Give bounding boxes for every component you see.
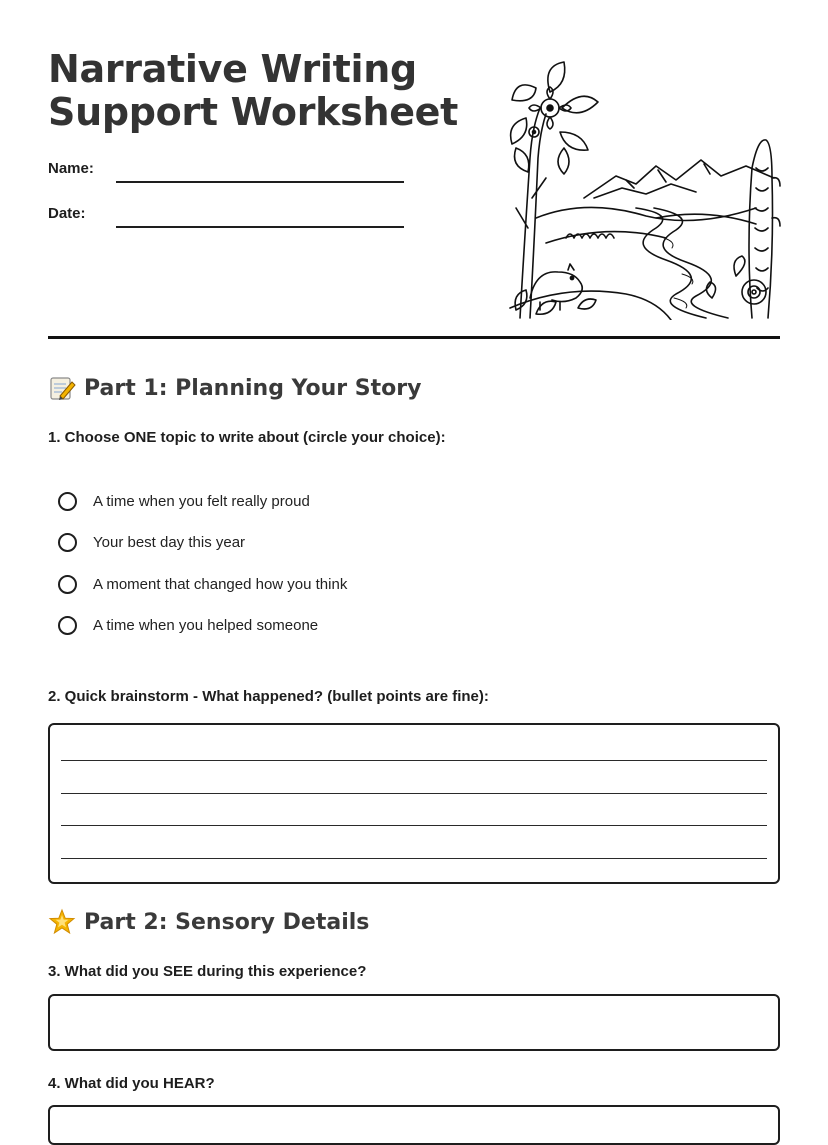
question-4: 4. What did you HEAR?: [48, 1075, 215, 1092]
topic-option-label: Your best day this year: [93, 534, 246, 551]
part1-title-text: Part 1: Planning Your Story: [84, 375, 422, 401]
part2-title: [48, 908, 369, 936]
hear-answer-box[interactable]: [48, 1105, 780, 1145]
date-field-line[interactable]: [116, 226, 404, 228]
topic-option[interactable]: [58, 533, 245, 552]
writing-line: [61, 793, 767, 794]
topic-radio[interactable]: [58, 492, 77, 511]
part2-title-text: Part 2: Sensory Details: [84, 909, 370, 935]
memo-pencil-icon: [48, 374, 76, 402]
topic-option[interactable]: [58, 492, 310, 511]
section-divider: [48, 336, 780, 339]
name-label: Name:: [48, 160, 94, 177]
topic-radio[interactable]: [58, 533, 77, 552]
name-field-line[interactable]: [116, 181, 404, 183]
topic-option-label: A time when you felt really proud: [93, 493, 310, 510]
worksheet-title: Narrative Writing Support Worksheet: [48, 47, 459, 134]
question-1: 1. Choose ONE topic to write about (circle your choice):: [48, 429, 446, 446]
brainstorm-box[interactable]: [48, 723, 780, 884]
glowing-star-icon: [48, 908, 76, 936]
see-answer-box[interactable]: [48, 994, 780, 1051]
landscape-illustration: [506, 48, 782, 320]
writing-line: [61, 858, 767, 859]
topic-option[interactable]: [58, 575, 347, 594]
part1-title: [48, 374, 421, 402]
topic-option-label: A time when you helped someone: [93, 617, 319, 634]
writing-line: [61, 760, 767, 761]
question-3: 3. What did you SEE during this experience?: [48, 963, 367, 980]
topic-radio[interactable]: [58, 616, 77, 635]
topic-option[interactable]: [58, 616, 318, 635]
question-2: 2. Quick brainstorm - What happened? (bullet points are fine):: [48, 688, 489, 705]
topic-radio[interactable]: [58, 575, 77, 594]
date-label: Date:: [48, 205, 86, 222]
writing-line: [61, 825, 767, 826]
topic-option-label: A moment that changed how you think: [93, 576, 348, 593]
